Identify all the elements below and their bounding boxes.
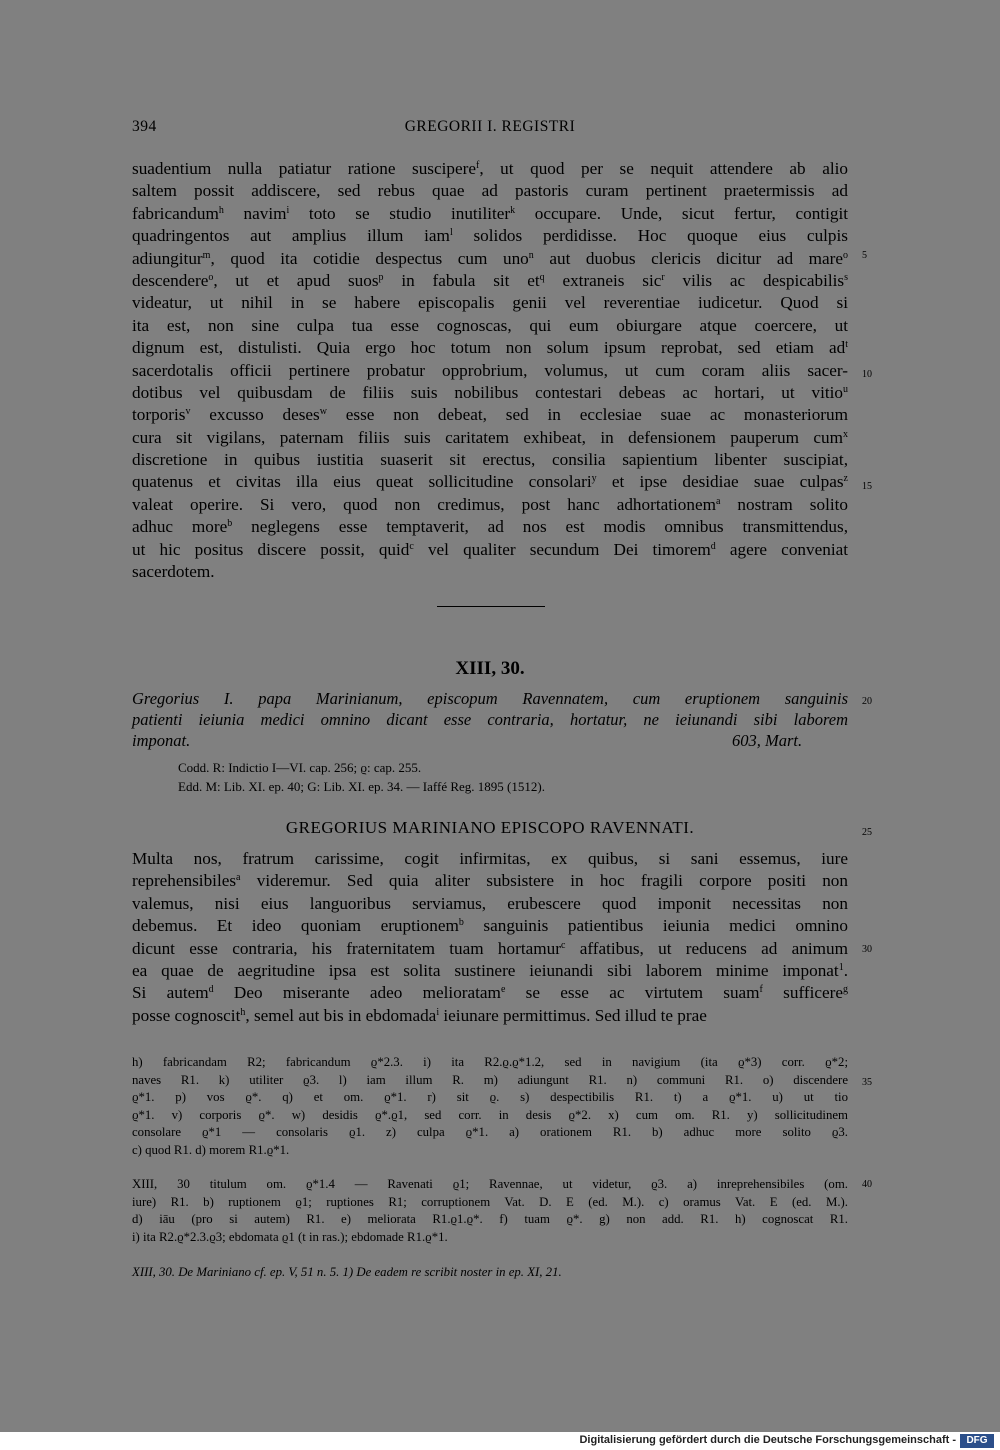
body-line: dotibus vel quibusdam de filiis suis nobilibus contestari debeas ac hortari, ut vitio$^u$ bbox=[132, 382, 848, 402]
body-line: ita est, non sine culpa tua esse cognoscas, qui eum obiurgare atque coercere, ut bbox=[132, 315, 848, 335]
body-line: dignum est, distulisti. Quia ergo hoc totum non solum ipsum reprobat, sed etiam $ad^t$ bbox=[132, 338, 848, 358]
line-number: 30 bbox=[862, 944, 872, 955]
line-number: 40 bbox=[862, 1179, 872, 1190]
line-number: 35 bbox=[862, 1077, 872, 1088]
body-line: quadringentos aut amplius illum iam$^l$ solidos perdidisse. Hoc quoque eius culpis bbox=[132, 226, 848, 246]
body-line: suadentium nulla patiatur ratione suscipere$^f$, ut quod per se nequit attendere ab alio bbox=[132, 159, 848, 178]
body-line: ut hic positus discere possit, quid$^c$ vel qualiter secundum Dei timorem$^d$ agere conveniat bbox=[132, 539, 848, 559]
letter-body bbox=[132, 848, 848, 1027]
summary-date: 603, Mart. bbox=[732, 731, 803, 750]
footer-bar bbox=[0, 1432, 1000, 1450]
letter-line: dicunt esse contraria, his fraternitatem tuam hortamur$^c$ affatibus, ut reducens ad animum bbox=[132, 938, 848, 958]
body-line: valeat operire. Si vero, quod non credimus, post hanc adhortationem$^a$ nostram solito bbox=[132, 494, 848, 514]
letter-line: reprehensibiles$^a$ videremur. Sed quia aliter subsistere in hoc fragili corpore positi non bbox=[132, 871, 848, 891]
body-line: adhuc more$^b$ neglegens esse temptaverit, ad nos est modis omnibus transmittendus, bbox=[132, 517, 848, 537]
letter-line: ea quae de aegritudine ipsa est solita sustinere ieiunandi sibi laborem minime imponat$^1$. bbox=[132, 960, 848, 980]
body-line: sacerdotalis officii pertinere probatur opprobrium, volumus, ut cum coram aliis sacer- bbox=[132, 360, 848, 380]
body-line: videatur, ut nihil in se habere episcopalis genii vel reverentiae iudicetur. Quod si bbox=[132, 293, 848, 313]
body-line: descendere$^o$, ut et apud suos$^p$ in fabula sit $et^q$ extraneis sic$^r$ vilis ac despicabilis$^s$ bbox=[132, 270, 848, 290]
note-line: c) quod R1. d) morem R1.ϱ*1. bbox=[132, 1142, 290, 1157]
note-line: iure) R1. b) ruptionem ϱ1; ruptiones R1; corruptionem Vat. D. E (ed. M.). c) oramus Vat. E (ed. M.). bbox=[132, 1194, 848, 1209]
body-line: discretione in quibus iustitia suaserit sit erectus, consilia sapientium libenter suscipiat, bbox=[132, 450, 848, 470]
summary-line: Gregorius I. papa Marinianum, episcopum Ravennatem, cum eruptionem sanguinis bbox=[132, 689, 848, 708]
page-number: 394 bbox=[132, 118, 157, 135]
note-line: ϱ*1. p) vos ϱ*. q) et om. ϱ*1. r) sit ϱ. s) despectibilis R1. t) a ϱ*1. u) ut tio bbox=[132, 1090, 848, 1105]
line-number: 20 bbox=[862, 696, 872, 707]
note-line: naves R1. k) utiliter ϱ3. l) iam illum R. m) adiungunt R1. n) communi R1. o) discendere bbox=[132, 1072, 848, 1087]
letter-line: posse cognoscit$^h$, semel aut bis in ebdomada$^i$ ieiunare permittimus. Sed illud te prae bbox=[132, 1005, 707, 1025]
note-line: i) ita R2.ϱ*2.3.ϱ3; ebdomata ϱ1 (t in ras.); ebdomade R1.ϱ*1. bbox=[132, 1229, 448, 1244]
note-line: ϱ*1. v) corporis ϱ*. w) desidis ϱ*.ϱ1, sed corr. in desis ϱ*2. x) cum om. R1. y) sollicitudinem bbox=[132, 1107, 848, 1122]
body-line: adiungitur$^m$, quod ita cotidie despectus cum uno$^n$ aut duobus clericis dicitur ad mare$^o$ bbox=[132, 248, 848, 268]
codices-line: Codd. R: Indictio I—VI. cap. 256; ϱ: cap. 255. bbox=[178, 760, 422, 775]
editions-line: Edd. M: Lib. XI. ep. 40; G: Lib. XI. ep. 34. — Iaffé Reg. 1895 (1512). bbox=[178, 779, 545, 794]
note-line: h) fabricandam R2; fabricandum ϱ*2.3. i) ita R2.ϱ.ϱ*1.2, sed in navigium (ita ϱ*3) corr. ϱ*2; bbox=[132, 1055, 848, 1069]
commentary-line: XIII, 30. De Mariniano cf. ep. V, 51 n. 5. 1) De eadem re scribit noster in ep. XI, 21. bbox=[132, 1265, 562, 1279]
line-number: 5 bbox=[862, 250, 867, 261]
note-line: d) iāu (pro si autem) R1. e) meliorata R1.ϱ1.ϱ*. f) tuam ϱ*. g) non add. R1. h) cognoscat R1. bbox=[132, 1212, 848, 1227]
summary-line: patienti ieiunia medici omnino dicant esse contraria, hortatur, ne ieiunandi sibi laborem bbox=[132, 710, 848, 729]
body-line: quatenus et civitas illa eius queat sollicitudine consolari$^y$ et ipse desidiae suae culpas$^z$ bbox=[132, 472, 848, 492]
line-number: 15 bbox=[862, 481, 872, 492]
dfg-logo: DFG bbox=[960, 1434, 994, 1448]
letter-number: XIII, 30. bbox=[455, 658, 525, 679]
letter-summary bbox=[132, 688, 848, 751]
body-line: saltem possit addiscere, sed rebus quae ad pastoris curam pertinent praetermissis ad bbox=[132, 181, 848, 201]
body-line: torporis$^v$ excusso deses$^w$ esse non debeat, sed in ecclesiae suae ac monasteriorum bbox=[132, 405, 848, 425]
note-line: consolare ϱ*1 — consolaris ϱ1. z) culpa ϱ*1. a) orationem R1. b) adhuc more solito ϱ3. bbox=[132, 1125, 848, 1140]
body-line: sacerdotem. bbox=[132, 562, 215, 582]
letter-line: debemus. Et ideo quoniam eruptionem$^b$ sanguinis patientibus ieiunia medici omnino bbox=[132, 916, 848, 936]
letter-line: Multa nos, fratrum carissime, cogit infirmitas, ex quibus, si sani essemus, iure bbox=[132, 849, 848, 868]
body-line: fabricandum$^h$ navim$^i$ toto se studio inutiliter$^k$ occupare. Unde, sicut fertur, contigit bbox=[132, 203, 848, 223]
line-number: 10 bbox=[862, 369, 872, 380]
funding-notice: Digitalisierung gefördert durch die Deutsche Forschungsgemeinschaft - bbox=[579, 1434, 956, 1446]
body-text-continuation bbox=[132, 158, 848, 583]
line-number: 25 bbox=[862, 827, 872, 838]
body-line: cura sit vigilans, paternam filiis suis caritatem exhibeat, in defensionem pauperum cum$^x$ bbox=[132, 427, 848, 447]
letter-line: valemus, nisi eius languoribus serviamus, erubescere quod imponit necessitas non bbox=[132, 893, 848, 913]
manuscript-info bbox=[178, 758, 848, 796]
section-divider bbox=[437, 606, 545, 607]
running-title: GREGORII I. REGISTRI bbox=[404, 118, 576, 135]
critical-apparatus-letter bbox=[132, 1176, 848, 1246]
note-line: XIII, 30 titulum om. ϱ*1.4 — Ravenati ϱ1; Ravennae, ut videtur, ϱ3. a) inreprehensibiles (om. bbox=[132, 1177, 848, 1191]
summary-line bbox=[132, 730, 848, 751]
summary-line-text: imponat. bbox=[132, 731, 191, 750]
letter-addressee: GREGORIUS MARINIANO EPISCOPO RAVENNATI. bbox=[285, 818, 695, 837]
critical-apparatus-top bbox=[132, 1054, 848, 1160]
letter-line: Si autem$^d$ Deo miserante adeo melioratam$^e$ se esse ac virtutem suam$^f$ sufficere$^g$ bbox=[132, 983, 848, 1003]
commentary-note bbox=[132, 1264, 848, 1282]
